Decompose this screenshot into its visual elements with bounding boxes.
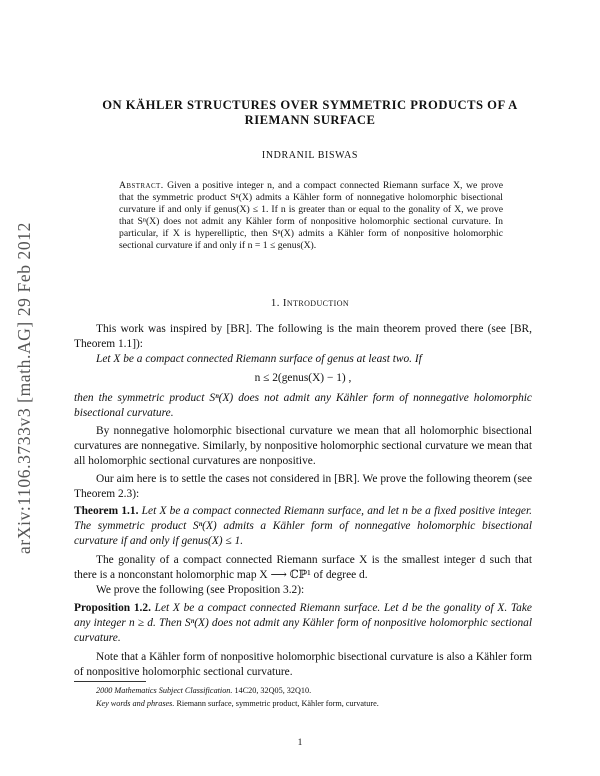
footnote-rule [74,681,146,682]
arxiv-side-stamp: arXiv:1106.3733v3 [math.AG] 29 Feb 2012 [14,222,34,554]
br-formula: n ≤ 2(genus(X) − 1) , [254,372,352,384]
paper-title [60,98,560,128]
definition-paragraph: By nonnegative holomorphic bisectional curvature we mean that all holomorphic bisectional curvatures are nonnegative. Similarly, by nonpositive holomorphic sectional curvature we mean that all holomorphic sectional curvatures are nonpositive. [74,425,532,468]
footnote-keywords-text: Riemann surface, symmetric product, Kähler form, curvature. [176,699,379,708]
abstract [119,180,503,253]
theorem-1-1 [74,504,532,550]
footnote-msc-label: 2000 Mathematics Subject Classification. [96,686,233,695]
section-number: 1. [270,297,280,309]
proposition-intro: We prove the following (see Proposition 3.2): [96,584,305,596]
closing-paragraph: Note that a Kähler form of nonpositive holomorphic bisectional curvature is also a Kähler form of nonpositive holomorphic sectional curvature. [74,651,532,679]
abstract-label: Abstract. [119,180,164,191]
page-number: 1 [297,738,303,748]
theorem-text: Let X be a compact connected Riemann surface, and let n be a fixed positive integer. The symmetric product Sⁿ(X) admits a Kähler form of nonnegative holomorphic bisectional curvature if and only if genus(X) ≤ 1. [74,505,532,548]
author: INDRANIL BISWAS [261,150,359,161]
aim-paragraph: Our aim here is to settle the cases not considered in [BR]. We prove the following theorem (see Theorem 2.3): [74,473,532,501]
footnote-msc-text: 14C20, 32Q05, 32Q10. [234,686,312,695]
proposition-text: Let X be a compact connected Riemann surface. Let d be the gonality of X. Take any integer n ≥ d. Then Sⁿ(X) does not admit any Kähler form of nonpositive holomorphic sectional curvature. [74,602,532,645]
proposition-1-2 [74,601,532,647]
section-heading [60,297,560,309]
proposition-label: Proposition 1.2. [74,602,151,614]
footnote-keywords [96,698,536,709]
footnote-keywords-label: Key words and phrases. [96,699,175,708]
section-title: Introduction [282,297,350,309]
gonality-paragraph: The gonality of a compact connected Riemann surface X is the smallest integer d such that there is a nonconstant holomorphic map X ⟶ ℂℙ¹ of degree d. [74,554,532,582]
br-theorem-conclusion: then the symmetric product Sⁿ(X) does not admit any Kähler form of nonnegative holomorphic bisectional curvature. [74,392,532,420]
abstract-text: Given a positive integer n, and a compact connected Riemann surface X, we prove that the symmetric product Sⁿ(X) admits a Kähler form of nonnegative holomorphic bisectional curvature if and only if genus(X) ≤ 1. If n is greater than or equal to the gonality of X, we prove that Sⁿ(X) does not admit any Kähler form of nonpositive holomorphic sectional curvature. In particular, if X is hyperelliptic, then Sⁿ(X) admits a Kähler form of nonpositive holomorphic sectional curvature if and only if n = 1 ≤ genus(X). [119,180,504,252]
br-theorem-statement: Let X be a compact connected Riemann surface of genus at least two. If [96,353,422,365]
theorem-label: Theorem 1.1. [74,505,139,517]
footnote-msc [96,685,536,696]
intro-paragraph: This work was inspired by [BR]. The following is the main theorem proved there (see [BR, Theorem 1.1]): [74,323,532,351]
title-line-1: ON KÄHLER STRUCTURES OVER SYMMETRIC PRODUCTS OF A [102,98,518,112]
title-line-2: RIEMANN SURFACE [244,113,376,127]
